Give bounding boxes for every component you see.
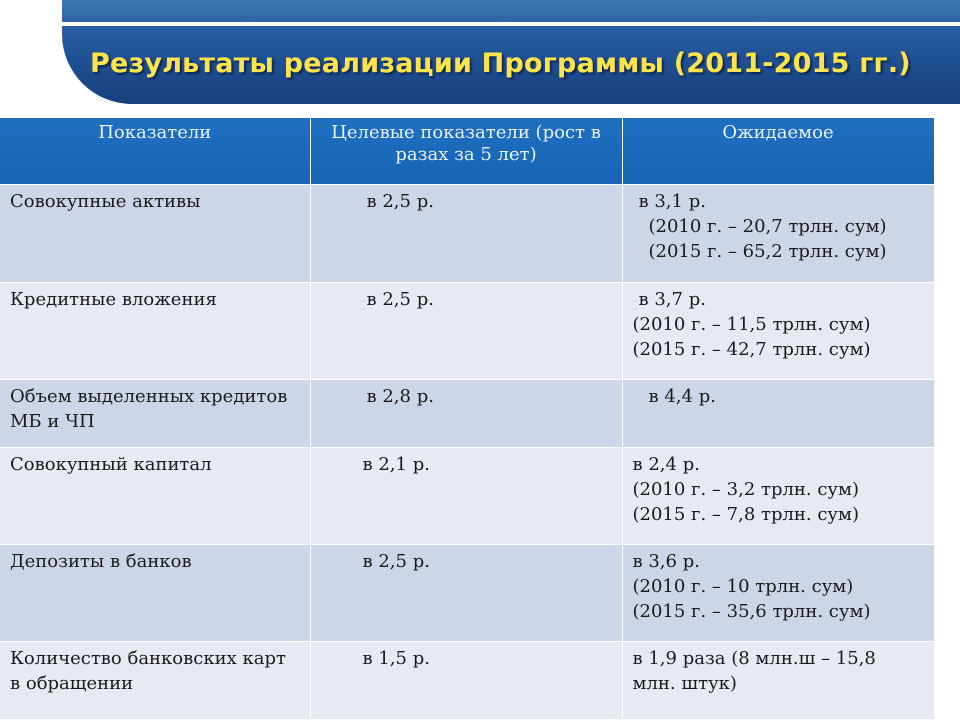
header-expected: Ожидаемое	[622, 118, 934, 184]
expected-line: (2010 г. – 20,7 трлн. сум)	[648, 215, 887, 237]
expected-line: в 2,4 р.	[632, 453, 700, 475]
expected-cell	[622, 447, 934, 544]
target-cell: в 2,5 р.	[310, 544, 622, 641]
header-targets: Целевые показатели (рост в разах за 5 лет)	[310, 118, 622, 184]
indicator-cell: Совокупный капитал	[0, 447, 310, 544]
target-cell: в 2,8 р.	[310, 379, 622, 447]
table-row	[0, 282, 934, 379]
table-header-row	[0, 118, 934, 184]
target-cell: в 2,5 р.	[310, 184, 622, 282]
results-table	[0, 118, 935, 719]
indicator-cell: Депозиты в банков	[0, 544, 310, 641]
expected-line: (2015 г. – 7,8 трлн. сум)	[632, 503, 860, 525]
expected-cell	[622, 184, 934, 282]
indicator-cell: Количество банковских карт в обращении	[0, 641, 310, 719]
expected-line: (2010 г. – 3,2 трлн. сум)	[632, 478, 860, 500]
expected-line: в 3,6 р.	[632, 550, 700, 572]
header-indicators: Показатели	[0, 118, 310, 184]
table-row	[0, 641, 934, 719]
table-row	[0, 447, 934, 544]
expected-line: (2015 г. – 35,6 трлн. сум)	[632, 600, 871, 622]
table-row	[0, 544, 934, 641]
expected-line: (2010 г. – 10 трлн. сум)	[632, 575, 854, 597]
indicator-cell: Кредитные вложения	[0, 282, 310, 379]
expected-cell	[622, 379, 934, 447]
table-row	[0, 184, 934, 282]
expected-line: в 3,7 р.	[638, 288, 706, 310]
table-row	[0, 379, 934, 447]
expected-line: (2015 г. – 42,7 трлн. сум)	[632, 338, 871, 360]
indicator-cell: Совокупные активы	[0, 184, 310, 282]
expected-line: в 3,1 р.	[638, 190, 706, 212]
expected-cell	[622, 282, 934, 379]
target-cell: в 1,5 р.	[310, 641, 622, 719]
page-title: Результаты реализации Программы (2011-2015 гг.)	[90, 48, 911, 79]
expected-line: (2015 г. – 65,2 трлн. сум)	[648, 240, 887, 262]
results-table-container	[0, 118, 934, 719]
expected-line: в 4,4 р.	[648, 385, 716, 407]
banner-top-strip	[62, 0, 960, 22]
expected-line: (2010 г. – 11,5 трлн. сум)	[632, 313, 871, 335]
target-cell: в 2,1 р.	[310, 447, 622, 544]
expected-cell	[622, 544, 934, 641]
target-cell: в 2,5 р.	[310, 282, 622, 379]
expected-cell: в 1,9 раза (8 млн.ш – 15,8 млн. штук)	[622, 641, 934, 719]
indicator-cell: Объем выделенных кредитов МБ и ЧП	[0, 379, 310, 447]
